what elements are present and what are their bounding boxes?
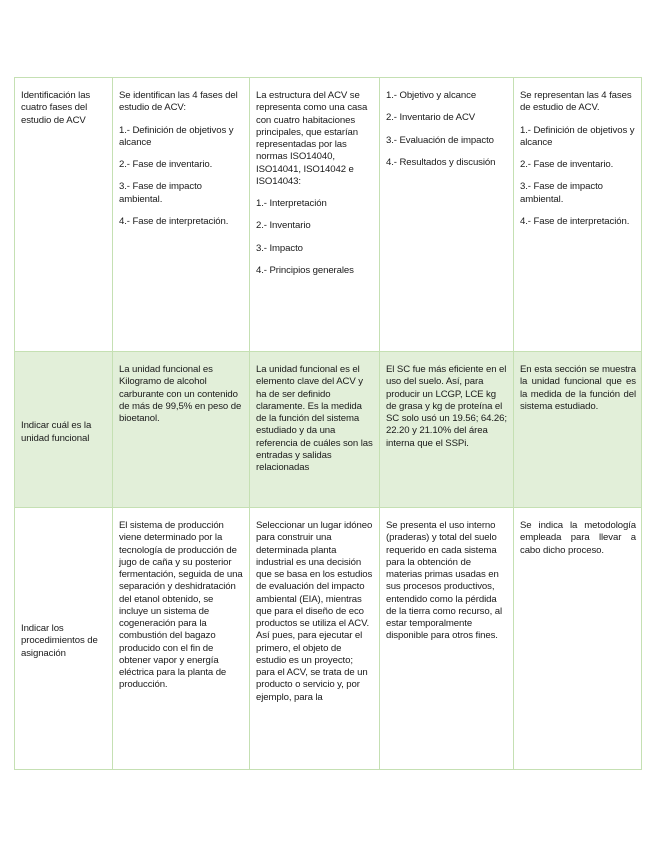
cell-asignacion-col-2: [250, 508, 380, 770]
row-header-fases: [15, 78, 113, 352]
cell-paragraph: En esta sección se muestra la unidad funcional que es la medida de la función del sistema estudiado.: [520, 364, 636, 412]
comparison-table: [14, 77, 642, 770]
cell-asignacion-col-4: [514, 508, 642, 770]
cell-paragraph: 2.- Fase de inventario.: [520, 159, 614, 171]
cell-paragraph: 1.- Objetivo y alcance: [386, 90, 477, 101]
cell-paragraph: Se presenta el uso interno (praderas) y total del suelo requerido en cada sistema para la obtención de materias primas usadas en sus procesos productivos, entendido como la pérdida de la tierra como recurso, al estar temporalmente disponible para otros fines.: [386, 520, 503, 642]
cell-paragraph: 2.- Inventario: [256, 220, 311, 232]
cell-fases-col-3: [380, 78, 514, 352]
cell-paragraph: Seleccionar un lugar idóneo para construir una determinada planta industrial es una decisión que se basa en los estudios de evaluación del impacto ambiental (EIA), mientras que para el diseño de eco productos se utiliza el ACV. Así pues, para ejecutar el primero, el objeto de estudio es un proyecto; para el ACV, se trata de un producto o servicio y, por ejemplo, para la: [256, 520, 373, 703]
cell-paragraph: El sistema de producción viene determinado por la tecnología de producción de jugo de caña y su posterior fermentación, seguida de una separación y deshidratación del etanol obtenido, se incluye un sistema de cogeneración para la combustión del bagazo producido con el fin de obtener vapor y energía eléctrica para la planta de producción.: [119, 520, 243, 691]
cell-paragraph: 1.- Interpretación: [256, 198, 327, 210]
cell-paragraph: 1.- Definición de objetivos y alcance: [119, 124, 234, 148]
cell-unidad-col-2: [250, 352, 380, 508]
cell-fases-col-2: [250, 78, 380, 352]
cell-paragraph: La unidad funcional es el elemento clave del ACV y ha de ser definido claramente. Es la medida de la función del sistema estudiado y da una referencia de cuáles son las entradas y salidas relacionadas: [256, 364, 373, 474]
cell-paragraph: 3.- Evaluación de impacto: [386, 134, 494, 146]
cell-paragraph: 2.- Fase de inventario.: [119, 159, 213, 171]
row-header-text: Indicar los procedimientos de asignación: [21, 623, 98, 659]
cell-paragraph: 4.- Fase de interpretación.: [119, 215, 229, 227]
cell-fases-col-1: [113, 78, 250, 352]
cell-paragraph: 4.- Fase de interpretación.: [520, 215, 630, 227]
table-row: [15, 352, 642, 508]
cell-paragraph: 1.- Definición de objetivos y alcance: [520, 124, 635, 148]
cell-paragraph: La estructura del ACV se representa como una casa con cuatro habitaciones principales, que estarían representadas por las normas ISO14040, ISO14041, ISO14042 e ISO14043:: [256, 90, 368, 187]
row-header-text: Identificación las cuatro fases del estudio de ACV: [21, 90, 91, 126]
cell-asignacion-col-1: [113, 508, 250, 770]
table-row: [15, 508, 642, 770]
cell-fases-col-4: [514, 78, 642, 352]
row-header-text: Indicar cuál es la unidad funcional: [21, 420, 92, 444]
cell-asignacion-col-3: [380, 508, 514, 770]
cell-unidad-col-1: [113, 352, 250, 508]
cell-paragraph: Se representan las 4 fases de estudio de ACV.: [520, 90, 632, 114]
row-header-unidad-funcional: [15, 352, 113, 508]
cell-paragraph: Se identifican las 4 fases del estudio de ACV:: [119, 90, 238, 114]
cell-paragraph: 2.- Inventario de ACV: [386, 112, 476, 124]
cell-paragraph: 4.- Resultados y discusión: [386, 156, 496, 168]
cell-paragraph: La unidad funcional es Kilogramo de alcohol carburante con un contenido de más de 99,5% en peso de bioetanol.: [119, 364, 242, 425]
table-row: [15, 78, 642, 352]
cell-paragraph: Se indica la metodología empleada para llevar a cabo dicho proceso.: [520, 520, 636, 556]
cell-paragraph: 3.- Impacto: [256, 242, 303, 254]
cell-unidad-col-3: [380, 352, 514, 508]
row-header-asignacion: [15, 508, 113, 770]
cell-paragraph: El SC fue más eficiente en el uso del suelo. Así, para producir un LCGP, LCE kg de grasa y kg de proteína el SC solo usó un 19.56; 64.26; 22.20 y 21.10% del área interna que el SSPi.: [386, 364, 507, 449]
cell-paragraph: 4.- Principios generales: [256, 264, 354, 276]
cell-paragraph: 3.- Fase de impacto ambiental.: [520, 181, 603, 205]
cell-paragraph: 3.- Fase de impacto ambiental.: [119, 181, 202, 205]
cell-unidad-col-4: [514, 352, 642, 508]
